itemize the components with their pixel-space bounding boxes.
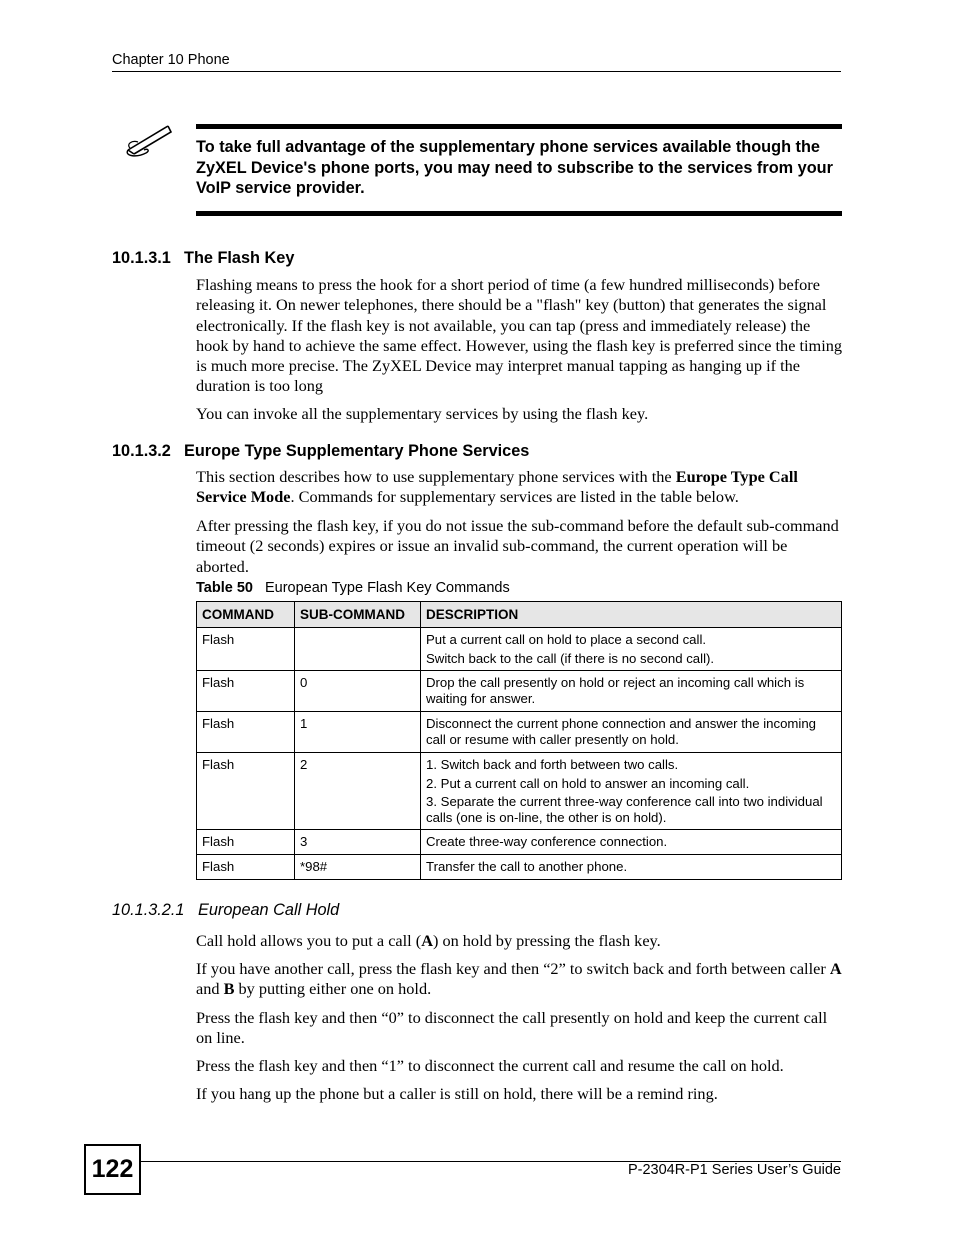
cell-description [421,712,842,753]
text-run: This section describes how to use supplementary phone services with the [196,467,676,486]
cell-command: Flash [197,753,295,830]
bold-text-run: A [421,931,433,950]
flash-key-commands-table [196,601,842,880]
table-header-row [197,602,842,628]
subsection-number: 10.1.3.2.1 [112,901,185,919]
description-line: Disconnect the current phone connection and answer the incoming call or resume with caller presently on hold. [426,716,817,747]
europe-paragraph-2: After pressing the flash key, if you do not issue the sub-command before the default sub-command timeout (2 seconds) expires or issue an invalid sub-command, the current operation will be aborted. [196,516,839,576]
text-run: by putting either one on hold. [234,979,432,999]
call-hold-paragraph-1 [196,931,842,951]
text-run: and [196,979,224,999]
bold-text-run: B [223,979,235,999]
cell-command: Flash [197,671,295,712]
cell-description [421,753,842,830]
section-number: 10.1.3.2 [112,442,171,460]
table-caption-label: Table 50 [196,580,253,596]
header-description: DESCRIPTION [421,602,842,628]
note-text: To take full advantage of the supplementary phone services available though the ZyXEL Device's phone ports, you may need to subscribe to the services from your VoIP service provider. [196,138,833,197]
table-caption [196,580,510,596]
call-hold-paragraph-5: If you hang up the phone but a caller is still on hold, there will be a remind ring. [196,1084,718,1103]
call-hold-paragraph-2 [196,959,842,1000]
table-row [197,628,842,671]
table-caption-title: European Type Flash Key Commands [264,580,510,596]
description-line: 2. Put a current call on hold to answer an incoming call. [426,775,750,791]
header-sub-command: SUB-COMMAND [295,602,421,628]
header-command: COMMAND [197,602,295,628]
call-hold-paragraph-4: Press the flash key and then “1” to disconnect the current call and resume the call on hold. [196,1056,784,1075]
page-number: 122 [84,1144,141,1195]
flash-key-paragraph: Flashing means to press the hook for a short period of time (a few hundred milliseconds) before releasing it. On newer telephones, there should be a "flash" key (button) that generates the signal electronically. If the flash key is not available, you can tap (press and immediately release) the hook by hand to achieve the same effect. However, using the flash key is preferred since the timing is much more precise. The ZyXEL Device may interpret manual tapping as hanging up if the duration is too long [196,275,843,396]
text-run: . Commands for supplementary services are listed in the table below. [290,487,739,507]
cell-sub-command: *98# [295,855,421,880]
cell-description [421,671,842,712]
text-run: ) on hold by pressing the flash key. [432,931,661,950]
table-row [197,753,842,830]
cell-description [421,855,842,880]
section-title: Europe Type Supplementary Phone Services [184,442,530,460]
table-row [197,712,842,753]
cell-command: Flash [197,712,295,753]
cell-description [421,628,842,671]
description-line: Switch back to the call (if there is no second call). [426,650,715,666]
cell-command: Flash [197,628,295,671]
description-line: Transfer the call to another phone. [426,859,628,874]
call-hold-paragraph-3: Press the flash key and then “0” to disconnect the call presently on hold and keep the current call on line. [196,1008,828,1048]
cell-sub-command: 3 [295,830,421,855]
section-number: 10.1.3.1 [112,249,171,267]
section-heading-europe [112,442,529,461]
section-title: The Flash Key [184,249,295,267]
cell-sub-command: 0 [295,671,421,712]
description-line: Drop the call presently on hold or reject an incoming call which is waiting for answer. [426,675,805,706]
cell-command: Flash [197,855,295,880]
description-line: Create three-way conference connection. [426,834,668,849]
cell-sub-command [295,628,421,671]
description-line: 1. Switch back and forth between two calls. [426,757,679,772]
table-row [197,830,842,855]
bold-text-run: Europe Type Call Service Mode [196,467,798,507]
description-line: Put a current call on hold to place a second call. [426,632,707,647]
cell-sub-command: 1 [295,712,421,753]
table-row [197,671,842,712]
text-run: If you have another call, press the flash key and then “2” to switch back and forth between caller [196,959,830,978]
flash-key-paragraph-2: You can invoke all the supplementary services by using the flash key. [196,404,649,423]
description-line: 3. Separate the current three-way conference call into two individual calls (one is on-line, the other is on hold). [426,794,823,825]
text-run: Call hold allows you to put a call ( [196,931,422,950]
note-rule-bottom [196,211,842,216]
cell-sub-command: 2 [295,753,421,830]
note-rule-top [196,124,842,129]
subsection-heading-call-hold [112,901,339,920]
subsection-title: European Call Hold [198,901,340,919]
guide-title: P-2304R-P1 Series User’s Guide [627,1162,841,1178]
cell-command: Flash [197,830,295,855]
section-heading-flash-key [112,249,294,268]
header-rule [112,71,841,72]
europe-paragraph [196,467,842,508]
chapter-header: Chapter 10 Phone [112,52,230,68]
table-row [197,855,842,880]
cell-description [421,830,842,855]
bold-text-run: A [829,959,842,978]
pencil-note-icon [124,120,174,160]
